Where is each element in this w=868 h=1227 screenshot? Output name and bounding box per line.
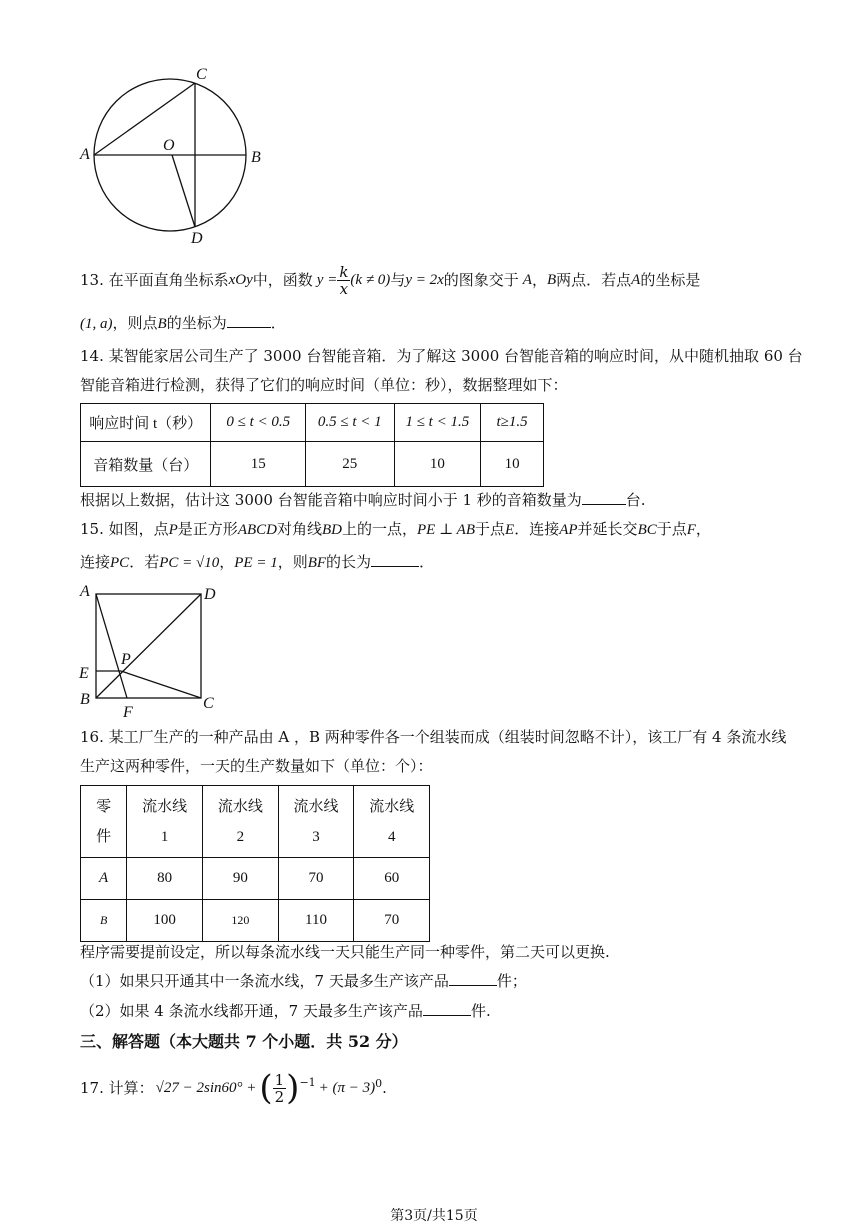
section-heading: 三、解答题（本大题共 7 个小题．共 52 分） (80, 1032, 408, 1051)
answer-blank-16-2[interactable] (423, 1001, 471, 1016)
table-cell: 60 (354, 858, 430, 900)
label-c: C (196, 66, 207, 83)
table-cell: 音箱数量（台） (81, 442, 211, 487)
table-row (81, 900, 430, 942)
label-p: P (121, 651, 131, 668)
q14-line2: 智能音箱进行检测，获得了它们的响应时间（单位：秒），数据整理如下： (80, 376, 568, 394)
table-cell: 10 (481, 442, 544, 487)
q16-line1: 16. 某工厂生产的一种产品由 A ，B 两种零件各一个组装而成（组装时间忽略不计），该工厂有 4 条流水线 (80, 728, 787, 746)
paren-fraction: ( $\frac{1}{2}$ ) $^{-1}$ (259, 1068, 316, 1108)
table-cell: 110 (278, 900, 354, 942)
table-cell: 80 (127, 858, 203, 900)
circle-figure (75, 62, 275, 247)
label-b: B (251, 149, 261, 166)
answer-blank-15[interactable] (371, 552, 419, 567)
table-row (81, 786, 430, 858)
radius-od (172, 155, 195, 227)
q13-line2: (1, a)，则点B的坐标为 ． (80, 314, 286, 332)
label-c: C (203, 695, 214, 712)
q16-sub2: （2）如果 4 条流水线都开通，7 天最多生产该产品 件. (80, 1002, 491, 1020)
chord-ac (94, 83, 195, 155)
table-cell: 70 (354, 900, 430, 942)
answer-blank-16-1[interactable] (449, 971, 497, 986)
table-row (81, 858, 430, 900)
table-header-cell: 流水线 2 (203, 786, 279, 858)
table-cell: 响应时间 t（秒） (81, 404, 211, 442)
q14-line1: 14. 某智能家居公司生产了 3000 台智能音箱．为了解这 3000 台智能音箱的响应时间，从中随机抽取 60 台 (80, 347, 803, 365)
table-cell: 120 (203, 900, 279, 942)
table-cell: 25 (306, 442, 395, 487)
table-cell: 1 ≤ t < 1.5 (394, 404, 481, 442)
segment-pc (121, 671, 201, 698)
q15-line1: 15. 如图，点P是正方形ABCD对角线BD上的一点，PE ⊥ AB于点E．连接AP并延长交BC于点F， (80, 520, 711, 538)
label-d: D (191, 230, 203, 247)
table-cell: B (81, 900, 127, 942)
table-cell: 70 (278, 858, 354, 900)
label-e: E (79, 665, 89, 682)
label-a: A (80, 146, 90, 163)
table-header-cell: 流水线 3 (278, 786, 354, 858)
q14-line3: 根据以上数据，估计这 3000 台智能音箱中响应时间小于 1 秒的音箱数量为 台. (80, 491, 646, 509)
q16-line3: 程序需要提前设定，所以每条流水线一天只能生产同一种零件，第二天可以更换. (80, 943, 610, 961)
table-cell: A (81, 858, 127, 900)
q16-line2: 生产这两种零件，一天的生产数量如下（单位：个）： (80, 757, 433, 775)
table-header-cell: 流水线 1 (127, 786, 203, 858)
label-b: B (80, 691, 90, 708)
table-cell: 10 (394, 442, 481, 487)
q13-line1: 13. 在平面直角坐标系 xOy 中，函数 y = $\frac{k}{x}$ (k ≠ 0) 与 y = 2x 的图象交于 A ， B 两点．若点 A 的坐标是 (80, 262, 701, 298)
label-o: O (163, 137, 175, 154)
label-f: F (123, 704, 133, 721)
table-cell: t≥1.5 (481, 404, 544, 442)
frac-k-over-x: $\frac{k}{x}$ (339, 262, 349, 298)
q15-line2: 连接PC．若PC = √10，PE = 1，则BF的长为 ． (80, 553, 435, 571)
answer-blank-13[interactable] (227, 313, 271, 328)
table-cell: 0 ≤ t < 0.5 (211, 404, 306, 442)
table-cell: 15 (211, 442, 306, 487)
production-table (80, 785, 430, 942)
q16-sub1: （1）如果只开通其中一条流水线，7 天最多生产该产品 件； (80, 972, 527, 990)
label-d: D (204, 586, 216, 603)
table-row (81, 442, 544, 487)
response-time-table (80, 403, 544, 487)
square-figure (76, 580, 226, 722)
table-cell: 0.5 ≤ t < 1 (306, 404, 395, 442)
table-cell: 90 (203, 858, 279, 900)
table-header-cell: 流水线 4 (354, 786, 430, 858)
table-header-cell: 零 件 (81, 786, 127, 858)
answer-blank-14[interactable] (582, 490, 626, 505)
table-row (81, 404, 544, 442)
page-footer: 第3页/共15页 (390, 1208, 478, 1224)
q17-line: 17. 计算： √27 − 2sin60° + ( $\frac{1}{2}$ ) $^{-1}$ + (π − 3) $^0$ . (80, 1068, 387, 1108)
label-a: A (80, 583, 90, 600)
table-cell: 100 (127, 900, 203, 942)
